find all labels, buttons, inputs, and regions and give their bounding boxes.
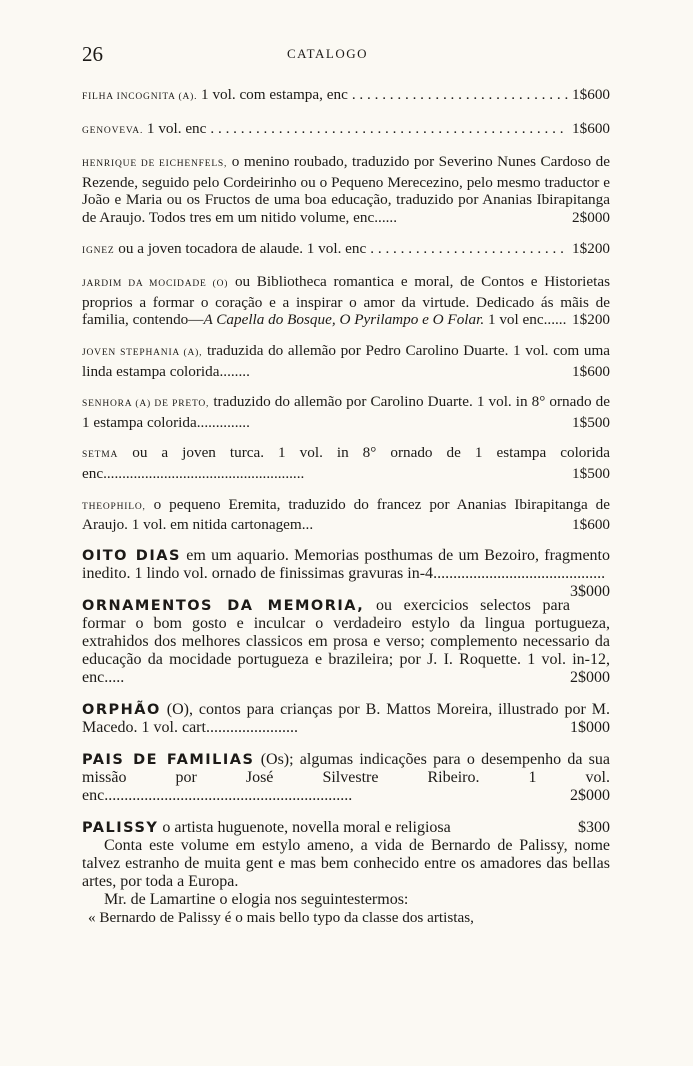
entry-title: SETMA [82,450,119,461]
catalog-entry: JOVEN STEPHANIA (A), traduzida do allemão por Pedro Carolino Duarte. 1 vol. com uma linda estampa colorida........ 1$600 [82,341,611,380]
entry-title: THEOPHILO, [82,501,146,512]
entry-italic-titles: A Capella do Bosque, O Pyrilampo e O Folar. [203,311,485,329]
catalog-entry: SETMA ou a joven turca. 1 vol. in 8° ornado de 1 estampa colorida enc..................................................... 1$500 [82,444,610,482]
catalog-entry: PAIS DE FAMILIAS (Os); algumas indicações para o desempenho da sua missão por José Silvestre Ribeiro. 1 vol. enc.............................................................. 2$000 [82,750,610,804]
catalog-entry: THEOPHILO, o pequeno Eremita, traduzido do francez por Ananias Ibirapitanga de Araujo. 1 vol. em nitida cartonagem... 1$600 [82,495,610,534]
entry-price: 1$500 [572,464,610,482]
page-header [82,42,610,66]
entry-text: o pequeno Eremita, traduzido do francez por Ananias Ibirapitanga de Araujo. 1 vol. em nitida cartonagem [82,495,610,534]
entry-text: em um aquario. Memorias posthumas de um Bezoiro, fragmento inedito. 1 lindo vol. ornado de finissimas gravuras in-4 [82,546,611,582]
leader-dots [210,120,568,138]
entry-text: traduzida do allemão por Pedro Carolino Duarte. 1 vol. com uma linda estampa colorida [82,341,611,380]
catalog-entry: OITO DIAS em um aquario. Memorias posthumas de um Bezoiro, fragmento inedito. 1 lindo vol. ornado de finissimas gravuras in-4........................................... 3$000 [82,546,611,600]
entry-title: PAIS DE FAMILIAS [82,751,255,768]
entry-price: 2$000 [570,786,610,804]
catalog-entry: ORPHÃO (O), contos para crianças por B. Mattos Moreira, illustrado por M. Macedo. 1 vol. cart....................... 1$000 [82,700,611,736]
entry-text: o menino roubado, traduzido por Severino Nunes Cardoso de Rezende, seguido pelo Cordeirinho ou o Pequeno Merecezino, pelo mesmo traductor e João e Maria ou os Fructos de uma boa educação, traduzido por Ananias Ibirapitanga de Araujo. Todos tres em um nitido volume, enc [82,153,610,226]
entry-price: 3$000 [570,582,610,600]
entry-price: 1$600 [572,86,610,103]
entry-title: PALISSY [82,819,159,836]
entry-price: 1$000 [570,718,610,736]
entry-price: 1$600 [572,119,610,137]
leader-dots [370,240,568,258]
entry-text: (O), contos para crianças por B. Mattos Moreira, illustrado por M. Macedo. 1 vol. cart [82,700,611,736]
entry-text: (Os); algumas indicações para o desempenho da sua missão por José Silvestre Ribeiro. 1 vol. enc [82,750,610,804]
entry-price: 2$000 [572,208,610,226]
entry-title: ORNAMENTOS DA MEMORIA, [82,597,365,614]
entry-title: SENHORA (A) DE PRETO, [82,399,210,410]
entry-price: 1$200 [572,311,610,329]
entry-title: IGNEZ [82,245,115,256]
catalog-entry: HENRIQUE DE EICHENFELS, o menino roubado, traduzido por Severino Nunes Cardoso de Rezende, seguido pelo Cordeirinho ou o Pequeno Merecezino, pelo mesmo traductor e João e Maria ou os Fructos de uma boa educação, traduzido por Ananias Ibirapitanga de Araujo. Todos tres em um nitido volume, enc...... 2$000 [82,153,610,226]
entry-title: FILHA INCOGNITA (A). [82,92,198,102]
entry-title: OITO DIAS [82,547,181,564]
entry-price: 1$600 [572,516,610,534]
entry-text: ou a joven turca. 1 vol. in 8° ornado de 1 estampa colorida enc [82,444,610,482]
catalog-entry [82,86,610,107]
entry-text: 1 vol. com estampa, enc [201,86,348,103]
entry-quote: « Bernardo de Palissy é o mais bello typo da classe dos artistas, [88,908,474,926]
catalog-entry [82,819,610,927]
catalog-entry: SENHORA (A) DE PRETO, traduzido do allemão por Carolino Duarte. 1 vol. in 8° ornado de 1 estampa colorida.............. 1$500 [82,393,610,431]
leader-dots [352,86,568,104]
entry-title: JARDIM DA MOCIDADE (O) [82,279,229,290]
entry-price: 1$500 [572,413,610,431]
entry-price: $300 [578,818,610,836]
entry-title: JOVEN STEPHANIA (A), [82,347,203,358]
entry-price: 1$200 [572,239,610,257]
page-number: 26 [82,42,103,66]
catalog-content [82,86,610,926]
catalog-entry [82,120,610,141]
running-title: CATALOGO [287,46,369,61]
entry-description: Conta este volume em estylo ameno, a vida de Bernardo de Palissy, nome talvez estranho de muita gent e mas bem conhecido entre os amadores das bellas artes, por toda a Europa. [82,836,610,890]
entry-title: ORPHÃO [82,701,161,718]
entry-text: ou exercicios selectos para formar o bom gosto e inculcar o verdadeiro estylo da lingua portugueza, extrahidos dos melhores classicos em prosa e verso; complemento necessario da educação da mocidade portugueza e brazileira; por J. I. Roquette. 1 vol. in-12, enc [82,596,610,686]
catalog-entry: ORNAMENTOS DA MEMORIA, ou exercicios selectos para formar o bom gosto e inculcar o verdadeiro estylo da lingua portugueza, extrahidos dos melhores classicos em prosa e verso; complemento necessario da educação da mocidade portugueza e brazileira; por J. I. Roquette. 1 vol. in-12, enc..... 2$000 [82,596,610,686]
entry-description-2: Mr. de Lamartine o elogia nos seguintestermos: [104,890,409,908]
entry-text: ou Bibliotheca romantica e moral, de Contos e Historietas proprios a formar o coração e a inspirar o amor da virtude. Dedicado ás mãis de familia, contendo— [82,273,611,329]
catalog-entry [82,240,610,261]
entry-text-2: 1 vol enc [487,311,544,329]
entry-text: o artista huguenote, novella moral e religiosa [162,818,451,836]
entry-text: 1 vol. enc [146,119,207,137]
entry-price: 1$600 [572,362,610,380]
entry-title: GENOVEVA. [82,125,144,136]
entry-text: traduzido do allemão por Carolino Duarte. 1 vol. in 8° ornado de 1 estampa colorida [82,393,610,431]
entry-text: ou a joven tocadora de alaude. 1 vol. enc [118,239,367,257]
entry-price: 2$000 [570,668,610,686]
entry-title: HENRIQUE DE EICHENFELS, [82,159,228,170]
catalog-entry: JARDIM DA MOCIDADE (O) ou Bibliotheca romantica e moral, de Contos e Historietas proprios a formar o coração e a inspirar o amor da virtude. Dedicado ás mãis de familia, contendo—A Capella do Bosque, O Pyrilampo e O Folar. 1 vol enc...... 1$200 [82,273,611,329]
